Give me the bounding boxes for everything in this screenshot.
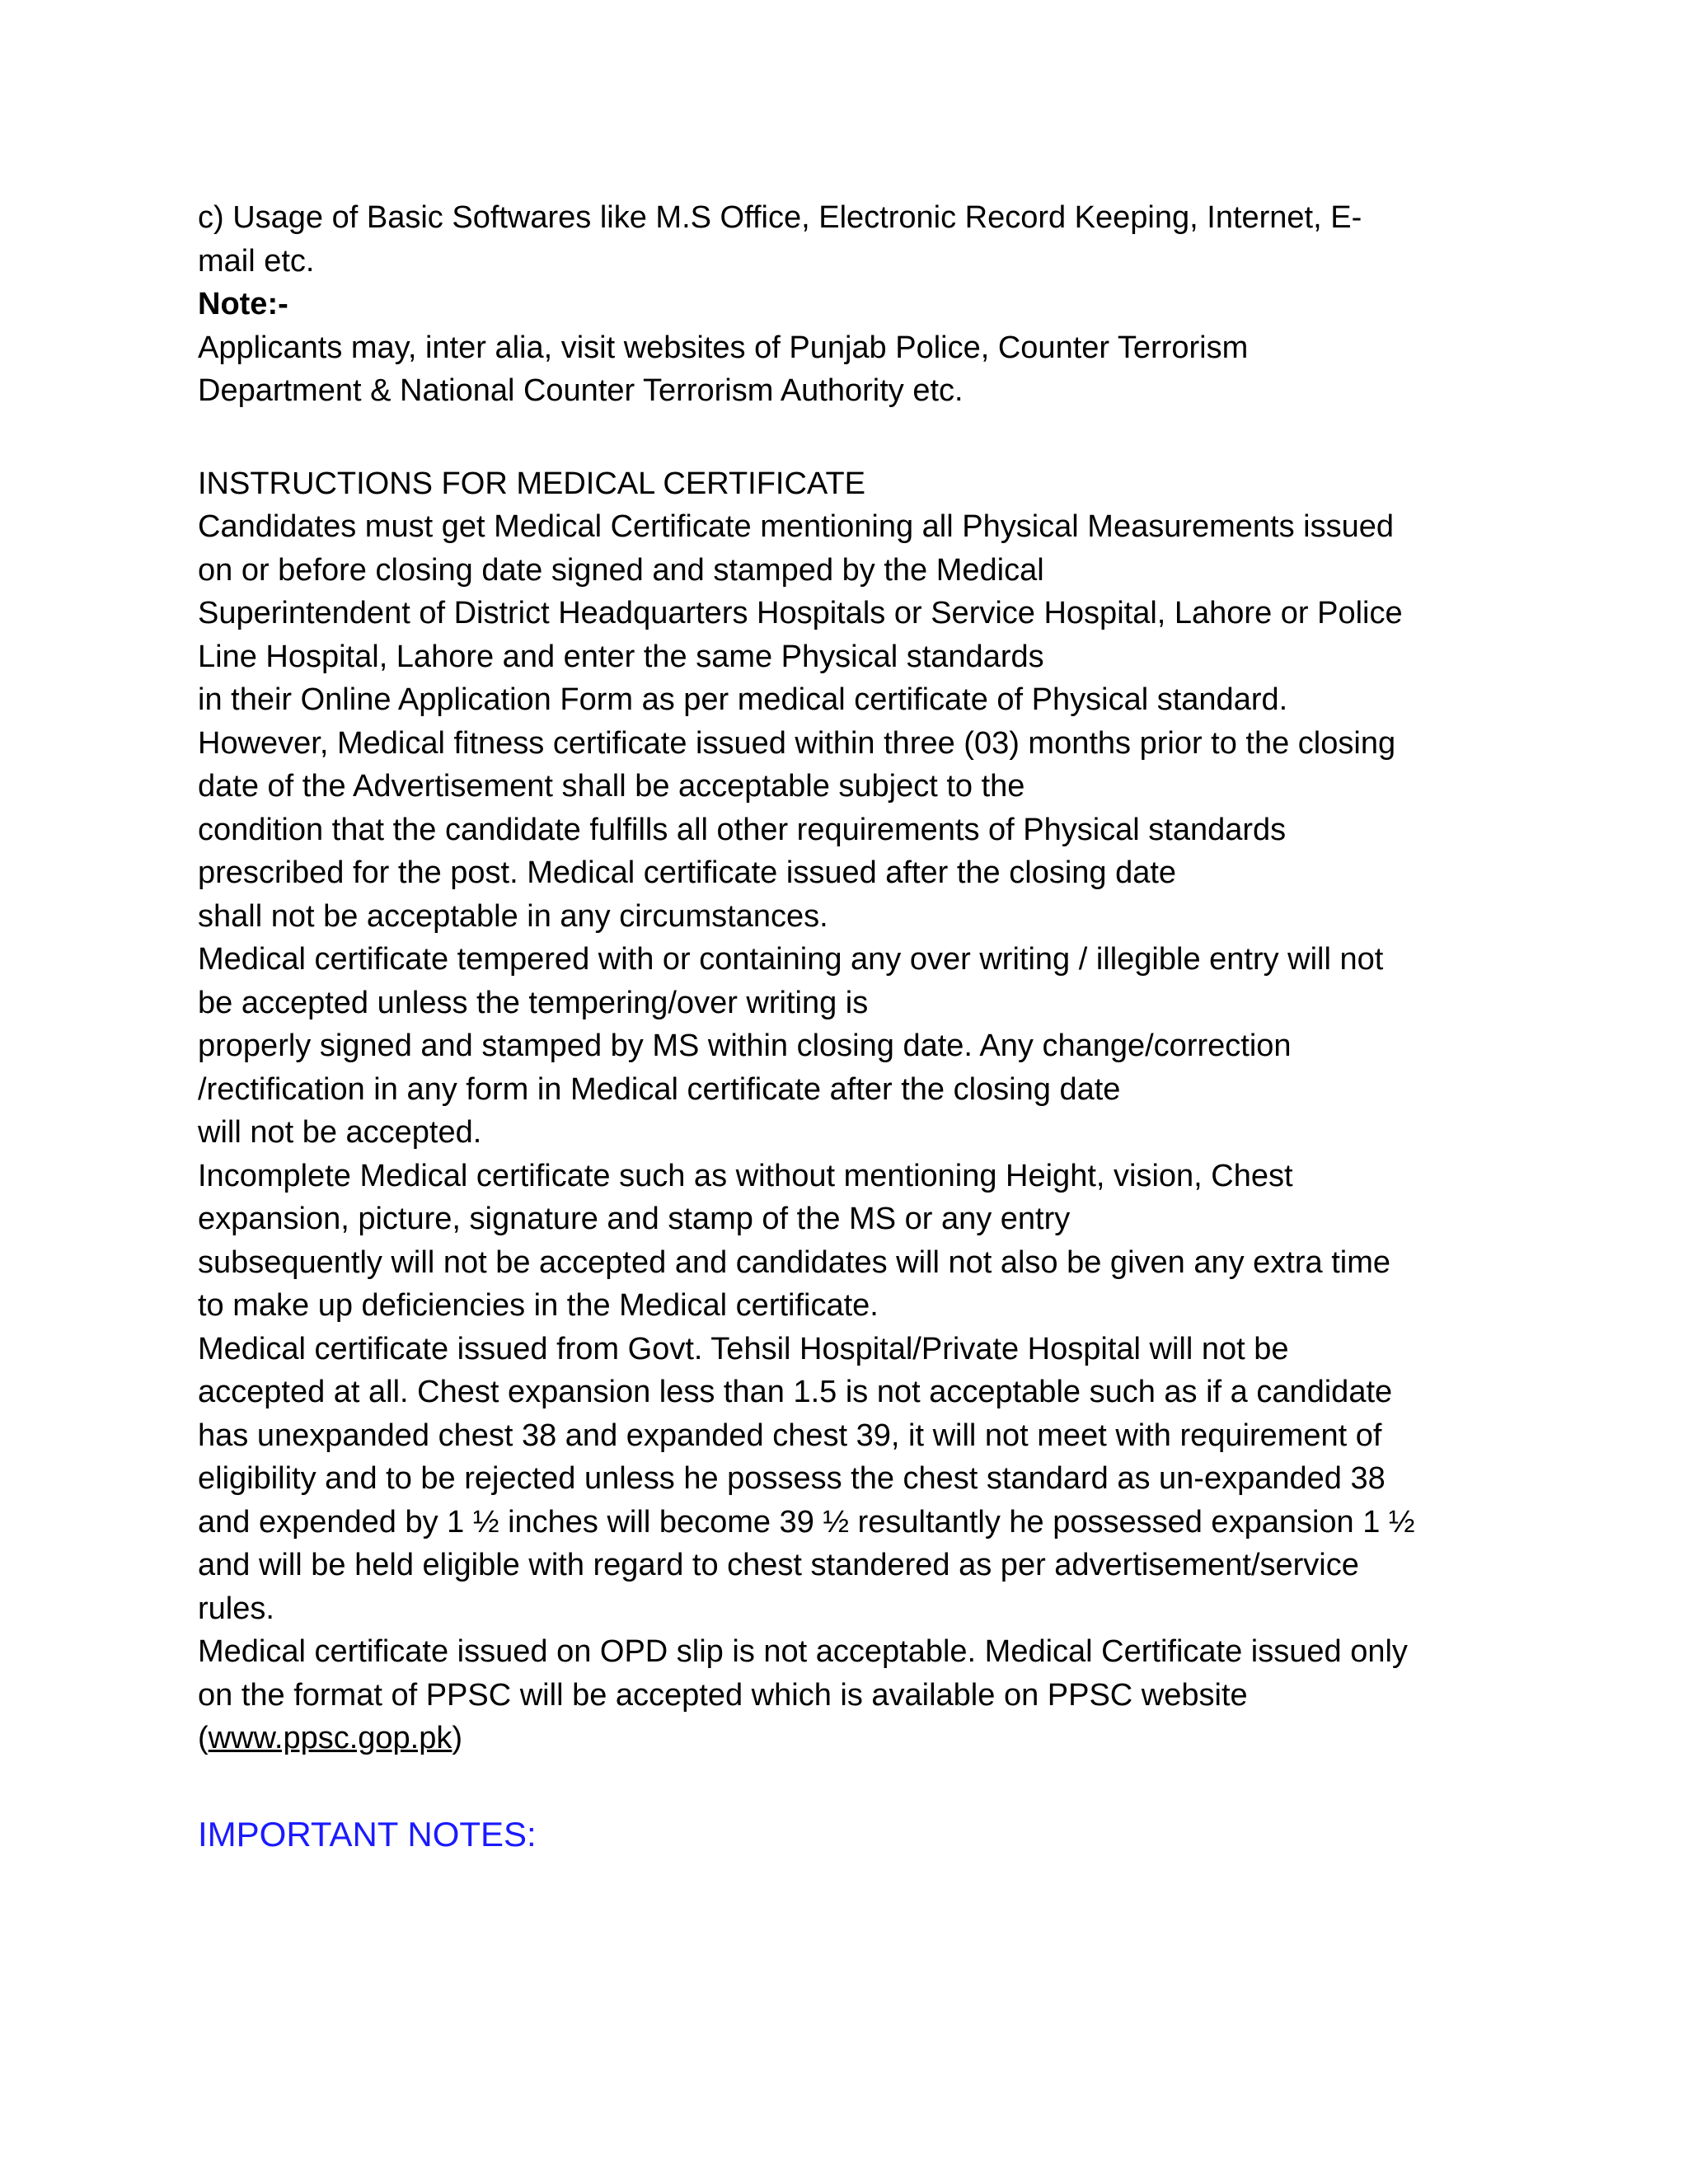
note-line-1: Applicants may, inter alia, visit websites of Punjab Police, Counter Terrorism — [198, 330, 1249, 365]
medical-instruction-line: will not be accepted. — [198, 1115, 482, 1150]
medical-instruction-line: and expended by 1 ½ inches will become 39 ½ resultantly he possessed expansion 1 ½ — [198, 1504, 1415, 1540]
medical-instruction-line: Incomplete Medical certificate such as without mentioning Height, vision, Chest — [198, 1158, 1293, 1193]
medical-instruction-line: be accepted unless the tempering/over writing is — [198, 985, 869, 1020]
medical-instruction-line: Candidates must get Medical Certificate mentioning all Physical Measurements issued — [198, 509, 1395, 544]
website-open-paren: ( — [198, 1721, 209, 1755]
medical-instruction-line: properly signed and stamped by MS within closing date. Any change/correction — [198, 1029, 1292, 1063]
medical-instruction-line: has unexpanded chest 38 and expanded chest 39, it will not meet with requirement of — [198, 1418, 1382, 1453]
medical-instructions-heading: INSTRUCTIONS FOR MEDICAL CERTIFICATE — [198, 466, 866, 501]
important-notes-heading: IMPORTANT NOTES: — [198, 1814, 537, 1854]
ppsc-website-link[interactable]: www.ppsc.gop.pk — [208, 1721, 452, 1755]
medical-instruction-line: /rectification in any form in Medical certificate after the closing date — [198, 1071, 1121, 1107]
medical-instruction-line: Medical certificate issued on OPD slip is not acceptable. Medical Certificate issued only — [198, 1634, 1408, 1669]
note-line-2: Department & National Counter Terrorism Authority etc. — [198, 373, 964, 408]
medical-instruction-line: to make up deficiencies in the Medical certificate. — [198, 1288, 879, 1323]
paragraph-spacer — [198, 413, 1500, 462]
software-requirement-line-1: c) Usage of Basic Softwares like M.S Office, Electronic Record Keeping, Internet, E- — [198, 200, 1362, 235]
medical-instruction-line: Superintendent of District Headquarters Hospitals or Service Hospital, Lahore or Police — [198, 596, 1403, 630]
website-close-paren: ) — [452, 1721, 463, 1755]
medical-instruction-line: shall not be acceptable in any circumstances. — [198, 898, 828, 934]
medical-instruction-line: condition that the candidate fulfills all other requirements of Physical standards — [198, 812, 1287, 847]
medical-instruction-line: accepted at all. Chest expansion less than 1.5 is not acceptable such as if a candidate — [198, 1375, 1393, 1409]
medical-instruction-line: eligibility and to be rejected unless he possess the chest standard as un-expanded 38 — [198, 1461, 1386, 1496]
paragraph-spacer — [198, 1760, 1500, 1811]
medical-instruction-line: Line Hospital, Lahore and enter the same Physical standards — [198, 639, 1044, 674]
medical-instruction-line: rules. — [198, 1591, 274, 1626]
medical-instruction-line: Medical certificate issued from Govt. Tehsil Hospital/Private Hospital will not be — [198, 1331, 1289, 1366]
medical-instruction-line: However, Medical fitness certificate issued within three (03) months prior to the closing — [198, 725, 1396, 761]
medical-instruction-line: and will be held eligible with regard to chest standered as per advertisement/service — [198, 1548, 1359, 1582]
medical-instruction-line: on the format of PPSC will be accepted which is available on PPSC website — [198, 1677, 1248, 1713]
medical-instruction-line: in their Online Application Form as per medical certificate of Physical standard. — [198, 682, 1288, 717]
medical-instruction-line: expansion, picture, signature and stamp of the MS or any entry — [198, 1202, 1071, 1236]
medical-instruction-line: date of the Advertisement shall be acceptable subject to the — [198, 769, 1025, 804]
medical-instruction-line: Medical certificate tempered with or containing any over writing / illegible entry will not — [198, 942, 1384, 977]
note-heading: Note:- — [198, 287, 288, 321]
medical-instruction-line: prescribed for the post. Medical certificate issued after the closing date — [198, 855, 1177, 890]
document-body — [198, 196, 1500, 1858]
medical-instructions-text — [198, 505, 1500, 1717]
software-requirement-line-2: mail etc. — [198, 243, 315, 279]
medical-instruction-line: on or before closing date signed and stamped by the Medical — [198, 552, 1044, 588]
medical-instruction-line: subsequently will not be accepted and candidates will not also be given any extra time — [198, 1244, 1390, 1280]
website-line — [198, 1717, 1500, 1760]
